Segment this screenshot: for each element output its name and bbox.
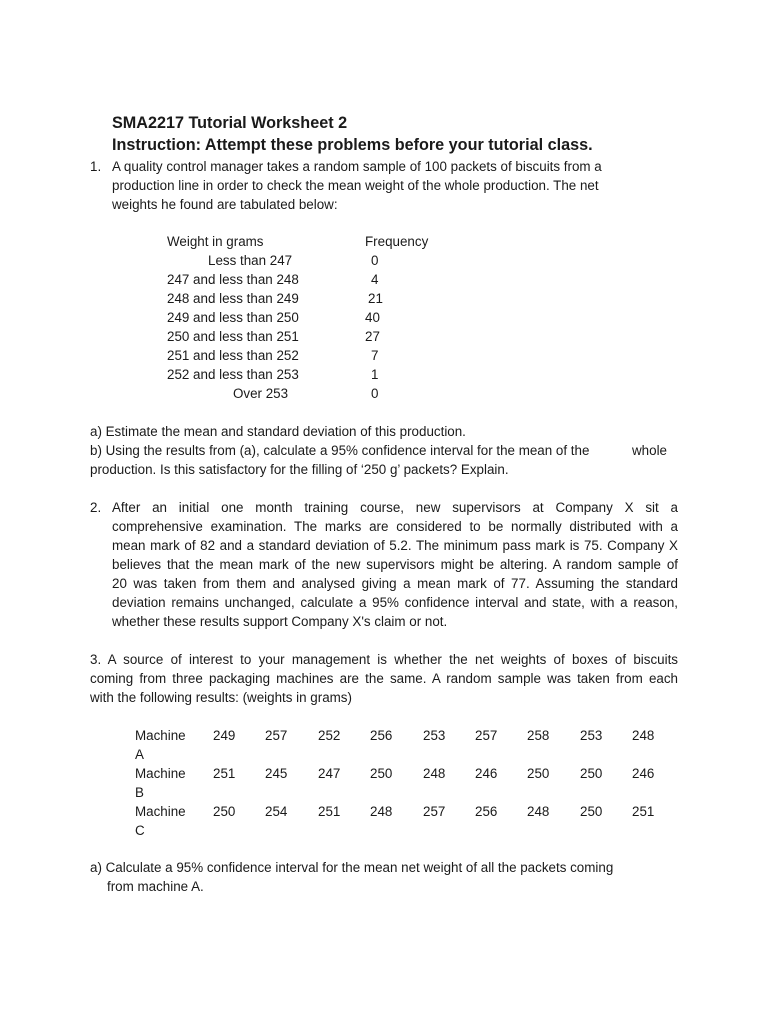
weight-cell: 250 and less than 251 xyxy=(167,329,299,344)
machine-row xyxy=(135,726,675,764)
q1-part-b-line-1: b) Using the results from (a), calculate a 95% confidence interval for the mean of the xyxy=(90,443,590,458)
machine-label: Machine A xyxy=(135,728,186,762)
q1-part-b-line-2: production. Is this satisfactory for the filling of ‘250 g’ packets? Explain. xyxy=(90,462,509,477)
machine-value: 254 xyxy=(265,804,288,819)
frequency-cell: 40 xyxy=(365,310,380,325)
machine-label: Machine B xyxy=(135,766,186,800)
table-row xyxy=(167,365,447,384)
worksheet-title: SMA2217 Tutorial Worksheet 2 xyxy=(112,114,348,132)
machine-value: 248 xyxy=(370,804,393,819)
frequency-cell: 21 xyxy=(368,291,383,306)
q3-part-a-line-1: a) Calculate a 95% confidence interval for the mean net weight of all the packets coming xyxy=(90,860,614,875)
machine-value: 252 xyxy=(318,728,341,743)
q2-line-5: 20 was taken from them and analysed giving a mean mark of 77. Assuming the standard xyxy=(112,576,678,591)
machine-value: 251 xyxy=(213,766,236,781)
table-row xyxy=(167,270,447,289)
table-row xyxy=(167,327,447,346)
q1-part-b-trailing-word: whole xyxy=(632,443,667,458)
weight-column-header: Weight in grams xyxy=(167,234,264,249)
table-row xyxy=(167,289,447,308)
q1-part-a: a) Estimate the mean and standard deviation of this production. xyxy=(90,424,466,439)
frequency-cell: 27 xyxy=(365,329,380,344)
machine-value: 250 xyxy=(370,766,393,781)
frequency-table xyxy=(167,232,447,403)
frequency-cell: 1 xyxy=(371,367,379,382)
machine-value: 257 xyxy=(423,804,446,819)
q1-intro-line-3: weights he found are tabulated below: xyxy=(112,197,338,212)
table-row xyxy=(167,251,447,270)
machine-value: 251 xyxy=(318,804,341,819)
machine-label: Machine C xyxy=(135,804,186,838)
q3-line-1: 3. A source of interest to your management is whether the net weights of boxes of biscuits xyxy=(90,652,678,667)
q1-intro-line-1: A quality control manager takes a random sample of 100 packets of biscuits from a xyxy=(112,159,602,174)
machine-value: 250 xyxy=(527,766,550,781)
weight-cell: 249 and less than 250 xyxy=(167,310,299,325)
machine-value: 250 xyxy=(213,804,236,819)
weight-cell: 247 and less than 248 xyxy=(167,272,299,287)
frequency-cell: 0 xyxy=(371,386,379,401)
weight-cell: Less than 247 xyxy=(208,253,293,268)
worksheet-instruction: Instruction: Attempt these problems before your tutorial class. xyxy=(112,136,593,154)
table-row xyxy=(167,384,447,403)
q2-number: 2. xyxy=(90,500,102,515)
machine-value: 251 xyxy=(632,804,655,819)
machine-value: 249 xyxy=(213,728,236,743)
machine-value: 248 xyxy=(423,766,446,781)
q2-line-2: comprehensive examination. The marks are considered to be normally distributed with a xyxy=(112,519,678,534)
weight-cell: 252 and less than 253 xyxy=(167,367,299,382)
machine-value: 250 xyxy=(580,804,603,819)
machine-value: 247 xyxy=(318,766,341,781)
machine-value: 253 xyxy=(580,728,603,743)
q2-line-7: whether these results support Company X's claim or not. xyxy=(112,614,448,629)
frequency-column-header: Frequency xyxy=(365,234,429,249)
frequency-table-header xyxy=(167,232,447,251)
machine-value: 256 xyxy=(370,728,393,743)
weight-cell: 248 and less than 249 xyxy=(167,291,299,306)
machine-value: 250 xyxy=(580,766,603,781)
table-row xyxy=(167,346,447,365)
machine-value: 248 xyxy=(632,728,655,743)
frequency-cell: 0 xyxy=(371,253,379,268)
q2-line-4: believes that the mean mark of the new supervisors might be altering. A random sample of xyxy=(112,557,678,572)
q3-line-3: with the following results: (weights in grams) xyxy=(90,690,352,705)
machine-value: 258 xyxy=(527,728,550,743)
q2-line-3: mean mark of 82 and a standard deviation of 5.2. The minimum pass mark is 75. Company X xyxy=(112,538,678,553)
q3-line-2: coming from three packaging machines are the same. A random sample was taken from each xyxy=(90,671,678,686)
machine-row xyxy=(135,764,675,802)
q2-line-6: deviation remains unchanged, calculate a 95% confidence interval and state, with a reason, xyxy=(112,595,678,610)
q1-number: 1. xyxy=(90,159,102,174)
machine-value: 248 xyxy=(527,804,550,819)
machine-value: 257 xyxy=(475,728,498,743)
q3-part-a-line-2: from machine A. xyxy=(107,879,204,894)
machine-value: 246 xyxy=(632,766,655,781)
machine-value: 256 xyxy=(475,804,498,819)
machine-value: 253 xyxy=(423,728,446,743)
table-row xyxy=(167,308,447,327)
machine-value: 245 xyxy=(265,766,288,781)
frequency-cell: 7 xyxy=(371,348,379,363)
machine-value: 257 xyxy=(265,728,288,743)
q1-intro-line-2: production line in order to check the mean weight of the whole production. The net xyxy=(112,178,599,193)
frequency-cell: 4 xyxy=(371,272,379,287)
weight-cell: 251 and less than 252 xyxy=(167,348,299,363)
machine-value: 246 xyxy=(475,766,498,781)
weight-cell: Over 253 xyxy=(233,386,289,401)
q2-line-1: After an initial one month training course, new supervisors at Company X sit a xyxy=(112,500,678,515)
machine-row xyxy=(135,802,675,840)
